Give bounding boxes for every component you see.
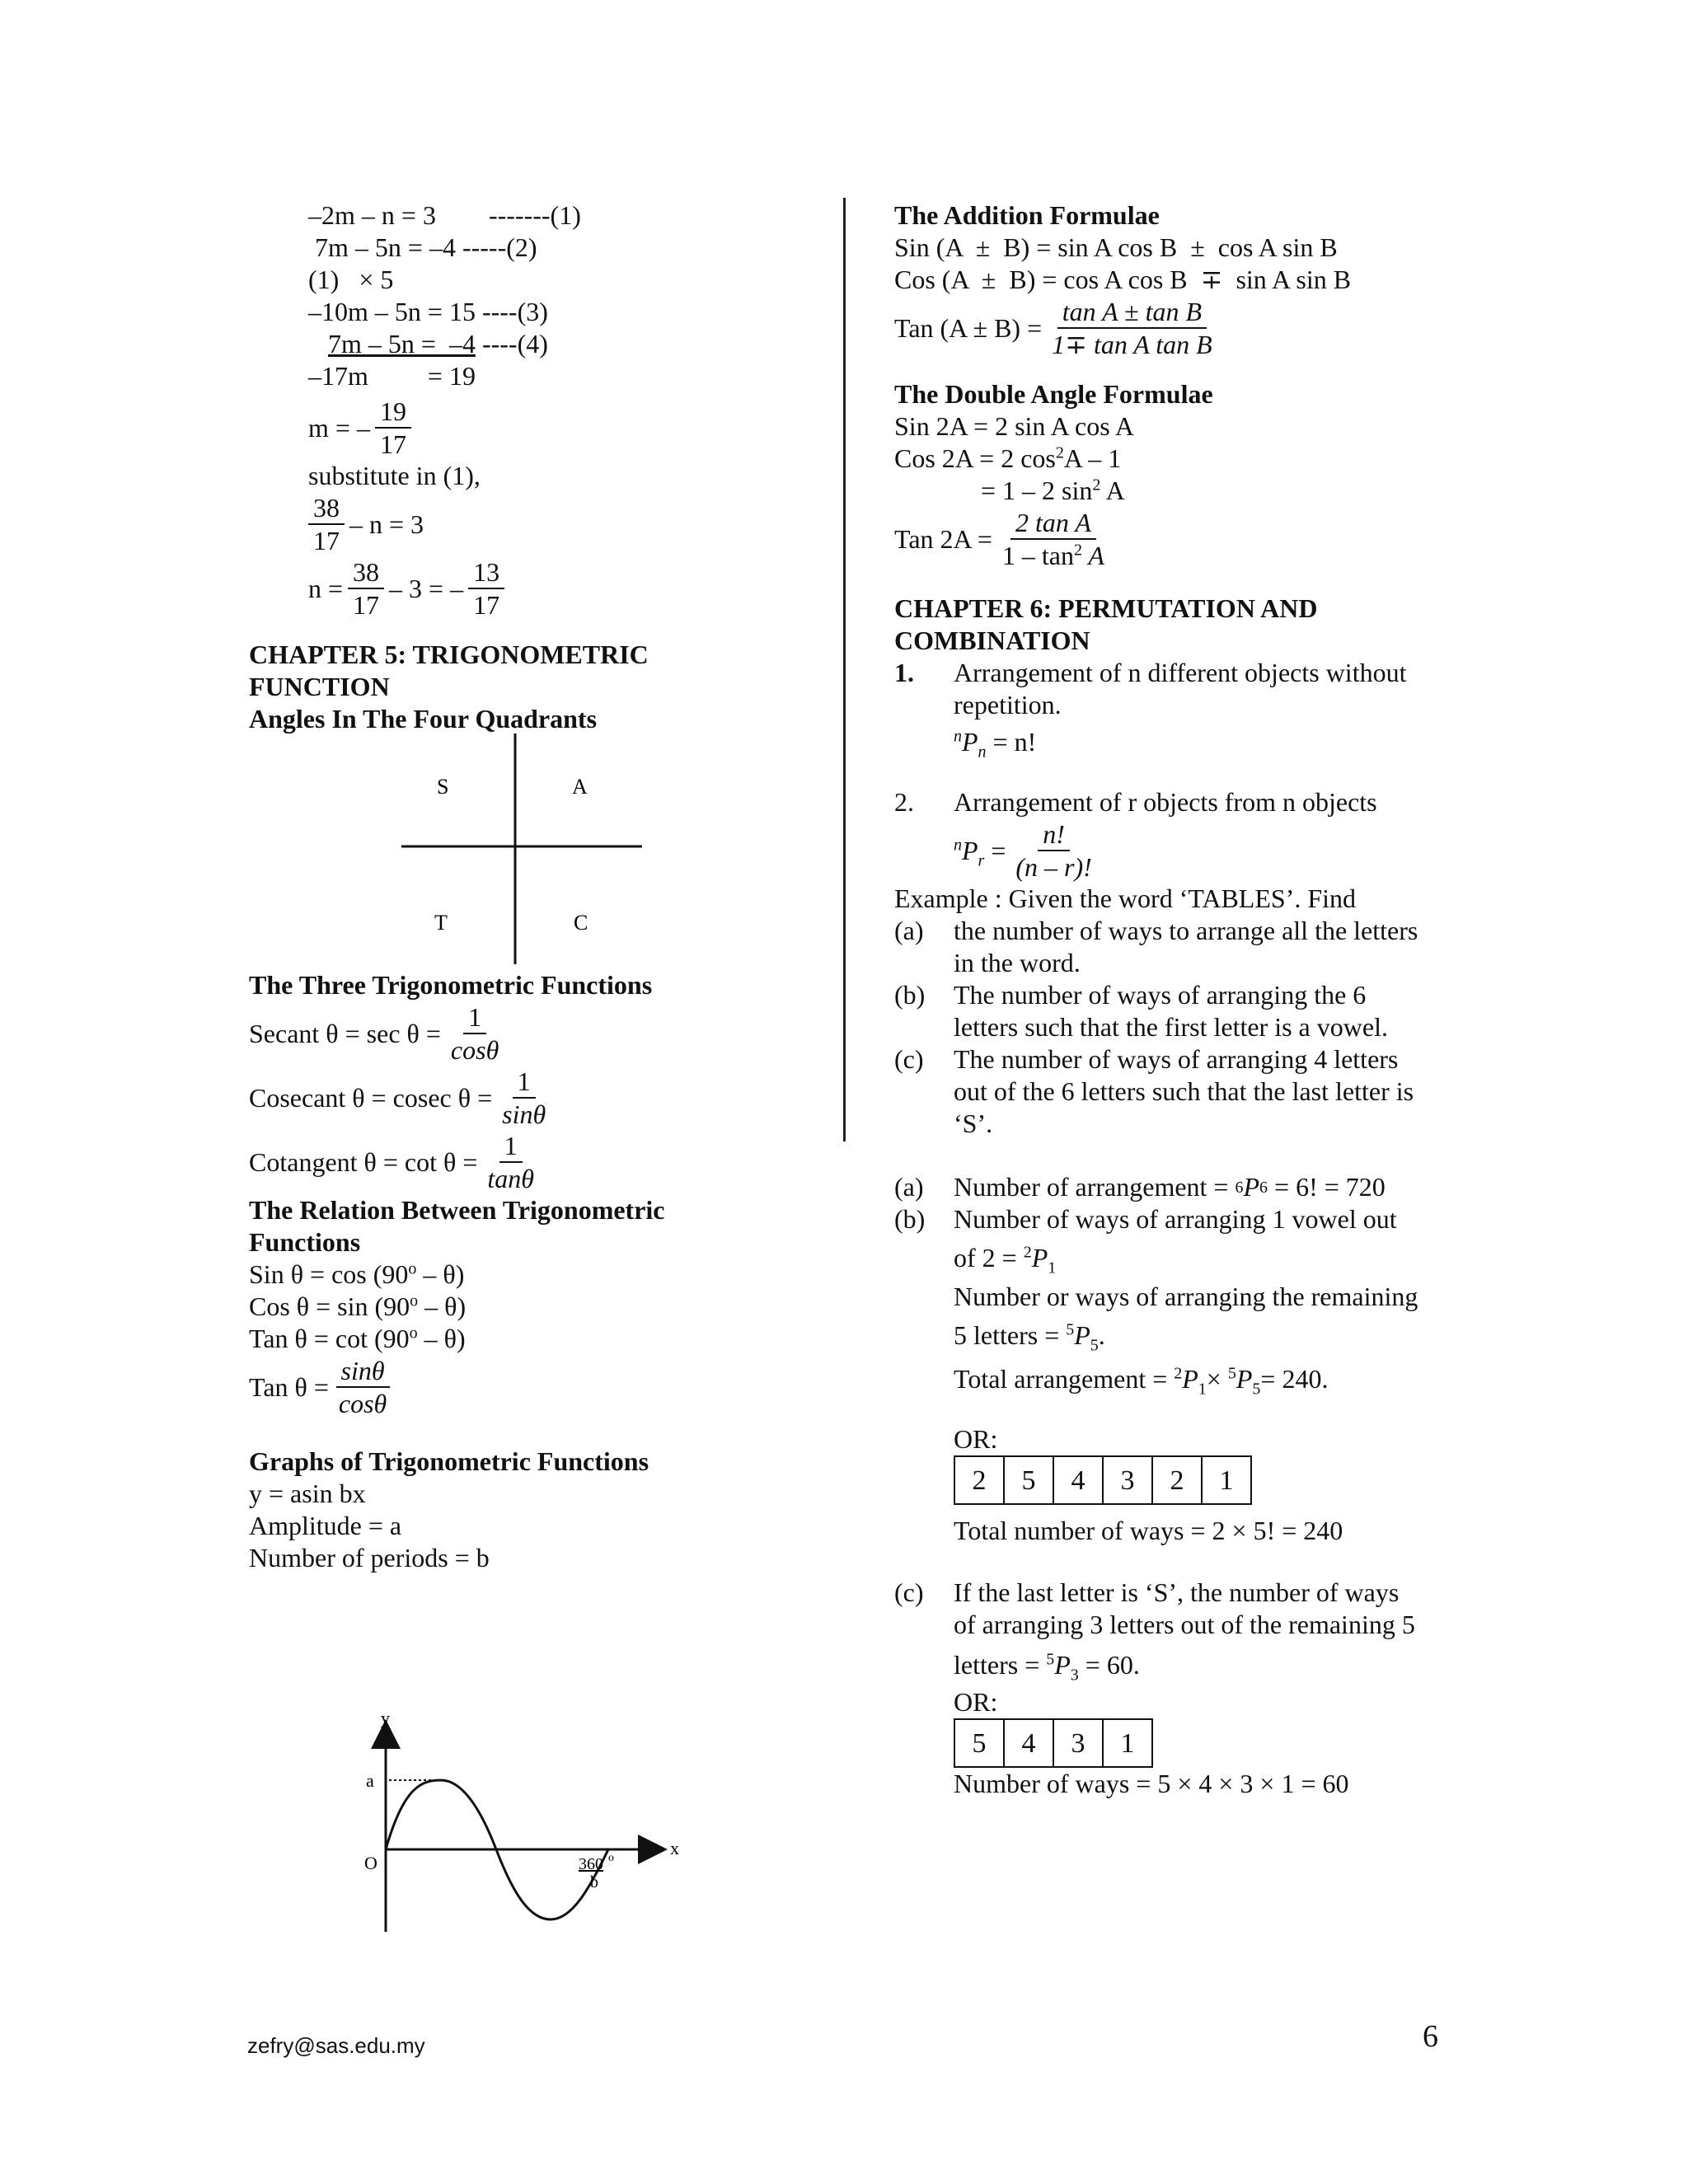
substitute-eq: [308, 492, 859, 556]
box-1-6: 1: [1219, 1465, 1234, 1496]
sine-graph: [346, 1708, 692, 1947]
answer-c-sub: 3: [1070, 1666, 1079, 1685]
answer-b-sup: 2: [1023, 1243, 1032, 1262]
answer-a-P: P: [1243, 1172, 1260, 1202]
answer-b-5letters: 5 letters =: [954, 1320, 1060, 1350]
answer-c-letters: letters =: [954, 1650, 1040, 1680]
tan-ratio-num: sinθ: [336, 1355, 390, 1388]
arrangement-boxes-1: [954, 1455, 1252, 1505]
secant-label: Secant θ = sec θ =: [249, 1018, 441, 1048]
perm-2-sub: r: [978, 851, 985, 869]
question-b-label: (b): [894, 980, 926, 1010]
n-fraction-1: [348, 556, 384, 621]
answer-c-sup: 5: [1046, 1650, 1055, 1669]
double-tan-fraction: [997, 507, 1109, 571]
box-1-1: 2: [955, 1457, 1005, 1503]
total-sub-1: 1: [1198, 1380, 1207, 1399]
quadrant-s: S: [437, 775, 449, 799]
double-tan-den-b: A: [1082, 541, 1104, 570]
question-c-text-2: out of the 6 letters such that the last letter is: [954, 1076, 1414, 1106]
addition-tan-den: 1∓ tan A tan B: [1052, 330, 1212, 359]
relation-heading-1: The Relation Between Trigonometric: [249, 1195, 665, 1225]
perm-1-sub: n: [978, 743, 987, 762]
tan-ratio-row: [249, 1355, 859, 1419]
graph-eq: y = asin bx: [249, 1479, 366, 1508]
question-a-label: (a): [894, 916, 924, 945]
box-2-4: 1: [1120, 1727, 1135, 1759]
secant-num: 1: [463, 1001, 486, 1034]
sub-num: 38: [308, 492, 345, 525]
graph-origin-label: O: [364, 1853, 377, 1873]
graph-y-label: y: [381, 1708, 390, 1728]
or-label-2: OR:: [954, 1687, 998, 1717]
cotangent-label: Cotangent θ = cot θ =: [249, 1146, 478, 1177]
graph-tick-den: b: [590, 1873, 598, 1891]
addition-sin: Sin (A ± B) = sin A cos B ± cos A sin B: [894, 232, 1338, 262]
perm-2-fraction: [1010, 818, 1096, 883]
perm-1-formula: [894, 726, 1455, 762]
n-mid: – 3 = –: [389, 573, 464, 603]
relation-2-deg: o: [410, 1291, 419, 1310]
perm-2-text: Arrangement of r objects from n objects: [954, 787, 1377, 817]
n-fraction-2: [468, 556, 504, 621]
total-ways-1: Total number of ways = 2 × 5! = 240: [954, 1516, 1343, 1545]
addition-tan-num: tan A ± tan B: [1057, 296, 1207, 329]
total-tail: = 240.: [1260, 1364, 1329, 1394]
answer-c-text-1: If the last letter is ‘S’, the number of ways: [954, 1577, 1400, 1607]
relation-3-text: Tan θ = cot (90: [249, 1324, 410, 1353]
cotangent-fraction: [482, 1130, 539, 1194]
answer-b-text-1: Number of ways of arranging 1 vowel out: [954, 1204, 1397, 1234]
question-c-text-1: The number of ways of arranging 4 letters: [954, 1044, 1399, 1074]
double-cos-alt-b: A: [1100, 476, 1125, 505]
relation-3-deg: o: [409, 1324, 418, 1343]
question-c: [894, 1043, 1455, 1076]
question-c-label: (c): [894, 1044, 924, 1074]
eq-line-5: [308, 328, 859, 360]
perm-2-lhs: $^nP_r$ =: [954, 835, 1006, 869]
perm-2-den-f: (n – r)!: [1015, 852, 1092, 882]
double-cos-sq: 2: [1055, 443, 1064, 462]
perm-1-result: = n!: [992, 727, 1037, 757]
perm-1-num: 1.: [894, 658, 914, 687]
relation-1-text: Sin θ = cos (90: [249, 1259, 409, 1289]
box-1-3: 4: [1054, 1457, 1104, 1503]
right-column: [894, 199, 1455, 1800]
eq-line-5-tag: ----(4): [475, 329, 548, 359]
relation-heading-2: Functions: [249, 1227, 361, 1257]
angles-heading: Angles In The Four Quadrants: [249, 704, 598, 733]
answer-b-5-tail: .: [1098, 1320, 1105, 1350]
double-sin: Sin 2A = 2 sin A cos A: [894, 411, 1134, 441]
answer-b: [894, 1203, 1455, 1235]
graph-a-label: a: [366, 1770, 374, 1791]
addition-heading: The Addition Formulae: [894, 200, 1160, 230]
cotangent-den: tanθ: [487, 1164, 534, 1193]
answer-b-5-sub: 5: [1090, 1336, 1099, 1355]
cosecant-den: sinθ: [502, 1099, 546, 1129]
m-den: 17: [379, 429, 406, 459]
total-sup-2: 5: [1227, 1364, 1236, 1383]
n-lhs: n =: [308, 573, 344, 603]
left-column: [249, 199, 859, 1574]
double-cos: [894, 443, 1455, 475]
addition-tan-lhs: Tan (A ± B) =: [894, 312, 1043, 343]
footer-email: zefry@sas.edu.my: [247, 2033, 425, 2058]
boxes-1-wrap: [894, 1455, 1455, 1505]
answer-b-total: [894, 1363, 1455, 1399]
graph-amplitude: Amplitude = a: [249, 1511, 402, 1540]
perm-2-num-f: n!: [1038, 818, 1070, 851]
m-num: 19: [375, 396, 411, 429]
or-label-1: OR:: [954, 1424, 998, 1454]
box-2-3: 3: [1054, 1720, 1104, 1766]
total-P-1: P: [1182, 1364, 1198, 1394]
box-1-4: 3: [1104, 1457, 1153, 1503]
question-a: [894, 915, 1455, 947]
answer-b-text-4: [894, 1319, 1455, 1355]
double-cos-b: A – 1: [1063, 443, 1122, 473]
addition-cos: Cos (A ± B) = cos A cos B ∓ sin A sin B: [894, 265, 1352, 294]
double-tan-den-sq: 2: [1074, 541, 1082, 560]
answer-b-text-2: [894, 1242, 1455, 1277]
cotangent-row: [249, 1130, 859, 1194]
answer-b-P: P: [1031, 1243, 1048, 1272]
substitute-text: substitute in (1),: [308, 461, 481, 490]
n-num-1: 38: [348, 556, 384, 589]
tan-ratio-lhs: Tan θ =: [249, 1371, 329, 1402]
relation-2-text: Cos θ = sin (90: [249, 1291, 410, 1321]
perm-2-formula: [894, 818, 1455, 883]
perm-1-sup: n: [954, 727, 962, 746]
arrangement-boxes-2: [954, 1718, 1153, 1768]
relation-3-tail: – θ): [417, 1324, 466, 1353]
perm-2-num: 2.: [894, 787, 914, 817]
cosecant-num: 1: [513, 1066, 536, 1099]
double-tan-den: [997, 540, 1109, 571]
quadrant-c: C: [574, 911, 588, 935]
answer-b-text-3: Number or ways of arranging the remaining: [954, 1282, 1418, 1311]
double-cos-alt-a: = 1 – 2 sin: [981, 476, 1093, 505]
answer-c-text-3: [894, 1649, 1455, 1685]
chapter5-title-2: FUNCTION: [249, 672, 390, 701]
n-den-1: 17: [353, 590, 380, 620]
graph-periods: Number of periods = b: [249, 1543, 490, 1572]
perm-1: [894, 657, 1455, 689]
relation-2: [249, 1291, 859, 1323]
total-P-2: P: [1236, 1364, 1253, 1394]
quadrant-a: A: [572, 775, 588, 799]
addition-tan: [894, 296, 1455, 360]
double-cos-a: Cos 2A = 2 cos: [894, 443, 1056, 473]
double-tan-lhs: Tan 2A =: [894, 523, 992, 554]
secant-fraction: [446, 1001, 504, 1066]
total-times: ×: [1206, 1364, 1221, 1394]
n-num-2: 13: [468, 556, 504, 589]
answer-a-tail: = 6! = 720: [1274, 1172, 1386, 1202]
answer-b-sub: 1: [1048, 1258, 1057, 1277]
question-b-text-2: letters such that the first letter is a vowel.: [954, 1012, 1388, 1042]
chapter5-title-1: CHAPTER 5: TRIGONOMETRIC: [249, 640, 649, 669]
simultaneous-equations: [249, 199, 859, 621]
total-sup-1: 2: [1174, 1364, 1183, 1383]
eq-line-5-underlined: 7m – 5n = –4: [328, 329, 476, 359]
answer-b-of2: of 2 =: [954, 1243, 1017, 1272]
quadrant-diagram: [249, 725, 859, 964]
graph-x-label: x: [670, 1838, 679, 1858]
perm-2-P: P: [962, 835, 978, 865]
boxes-2-wrap: [894, 1718, 1455, 1768]
box-1-2: 5: [1005, 1457, 1054, 1503]
question-a-text-2: in the word.: [954, 948, 1081, 977]
answer-b-5-sup: 5: [1066, 1320, 1075, 1339]
graph-tick-deg: o: [608, 1852, 614, 1864]
tan-ratio-fraction: [334, 1355, 392, 1419]
perm-2-sup: n: [954, 835, 962, 854]
example-text: Example : Given the word ‘TABLES’. Find: [894, 883, 1357, 913]
m-fraction: [375, 396, 411, 460]
answer-b-5-P: P: [1074, 1320, 1090, 1350]
answer-c: [894, 1577, 1455, 1609]
box-2-2: 4: [1005, 1720, 1054, 1766]
tan-ratio-den: cosθ: [338, 1389, 387, 1418]
answer-a-text: Number of arrangement =: [954, 1172, 1229, 1202]
relation-1-tail: – θ): [416, 1259, 465, 1289]
total-sub-2: 5: [1252, 1380, 1261, 1399]
double-cos-alt-sq: 2: [1092, 476, 1101, 494]
double-tan-den-a: 1 – tan: [1001, 541, 1074, 570]
relation-1: [249, 1258, 859, 1291]
box-2-1: 5: [955, 1720, 1005, 1766]
cosecant-row: [249, 1066, 859, 1130]
quadrant-t: T: [434, 911, 448, 935]
sub-fraction: [308, 492, 345, 556]
page-number: 6: [1423, 2019, 1438, 2054]
m-result: [308, 396, 859, 460]
cotangent-num: 1: [499, 1130, 523, 1163]
answer-a-label: (a): [894, 1172, 924, 1202]
question-b: [894, 979, 1455, 1011]
question-c-text-3: ‘S’.: [954, 1108, 993, 1138]
answer-b-total-text: Total arrangement =: [954, 1364, 1168, 1394]
double-tan: [894, 507, 1455, 571]
eq-line-6: –17m = 19: [308, 361, 476, 391]
question-b-text-1: The number of ways of arranging the 6: [954, 980, 1367, 1010]
eq-line-4: –10m – 5n = 15 ----(3): [308, 297, 548, 326]
secant-den: cosθ: [450, 1035, 499, 1065]
graphs-heading: Graphs of Trigonometric Functions: [249, 1446, 649, 1476]
chapter6-title-2: COMBINATION: [894, 626, 1090, 655]
cosecant-label: Cosecant θ = cosec θ =: [249, 1082, 493, 1113]
three-functions-heading: The Three Trigonometric Functions: [249, 970, 653, 1000]
answer-b-label: (b): [894, 1204, 926, 1234]
answer-c-tail: = 60.: [1085, 1650, 1140, 1680]
double-tan-num: 2 tan A: [1010, 507, 1096, 540]
m-lhs: m = –: [308, 412, 370, 443]
double-angle-heading: The Double Angle Formulae: [894, 379, 1213, 409]
perm-1-text-1: Arrangement of n different objects without: [954, 658, 1407, 687]
total-ways-2: Number of ways = 5 × 4 × 3 × 1 = 60: [954, 1769, 1349, 1798]
question-a-text-1: the number of ways to arrange all the letters: [954, 916, 1418, 945]
perm-1-text-2: repetition.: [954, 690, 1062, 719]
graph-tick-num: 360: [579, 1855, 603, 1873]
perm-1-P: P: [962, 727, 978, 757]
eq-line-2: 7m – 5n = –4 -----(2): [308, 232, 537, 262]
addition-tan-fraction: [1047, 296, 1217, 360]
double-cos-alt: [894, 475, 1455, 507]
n-den-2: 17: [473, 590, 500, 620]
cosecant-fraction: [497, 1066, 551, 1130]
answer-a: (a) Number of arrangement = 6 P 6 = 6! = 720: [894, 1172, 1386, 1202]
eq-line-3: (1) × 5: [308, 265, 394, 294]
sub-rest: – n = 3: [349, 509, 424, 539]
answer-c-label: (c): [894, 1577, 924, 1607]
relation-2-tail: – θ): [418, 1291, 467, 1321]
chapter6-title-1: CHAPTER 6: PERMUTATION AND: [894, 593, 1318, 623]
box-1-5: 2: [1153, 1457, 1203, 1503]
relation-1-deg: o: [408, 1259, 417, 1278]
answer-c-P: P: [1054, 1650, 1071, 1680]
eq-line-1: –2m – n = 3 -------(1): [308, 200, 581, 230]
n-result: [308, 556, 859, 621]
perm-2: [894, 786, 1455, 818]
secant-row: [249, 1001, 859, 1066]
answer-c-text-2: of arranging 3 letters out of the remaining 5: [954, 1610, 1415, 1639]
relation-3: [249, 1323, 859, 1355]
sub-den: 17: [313, 526, 340, 555]
